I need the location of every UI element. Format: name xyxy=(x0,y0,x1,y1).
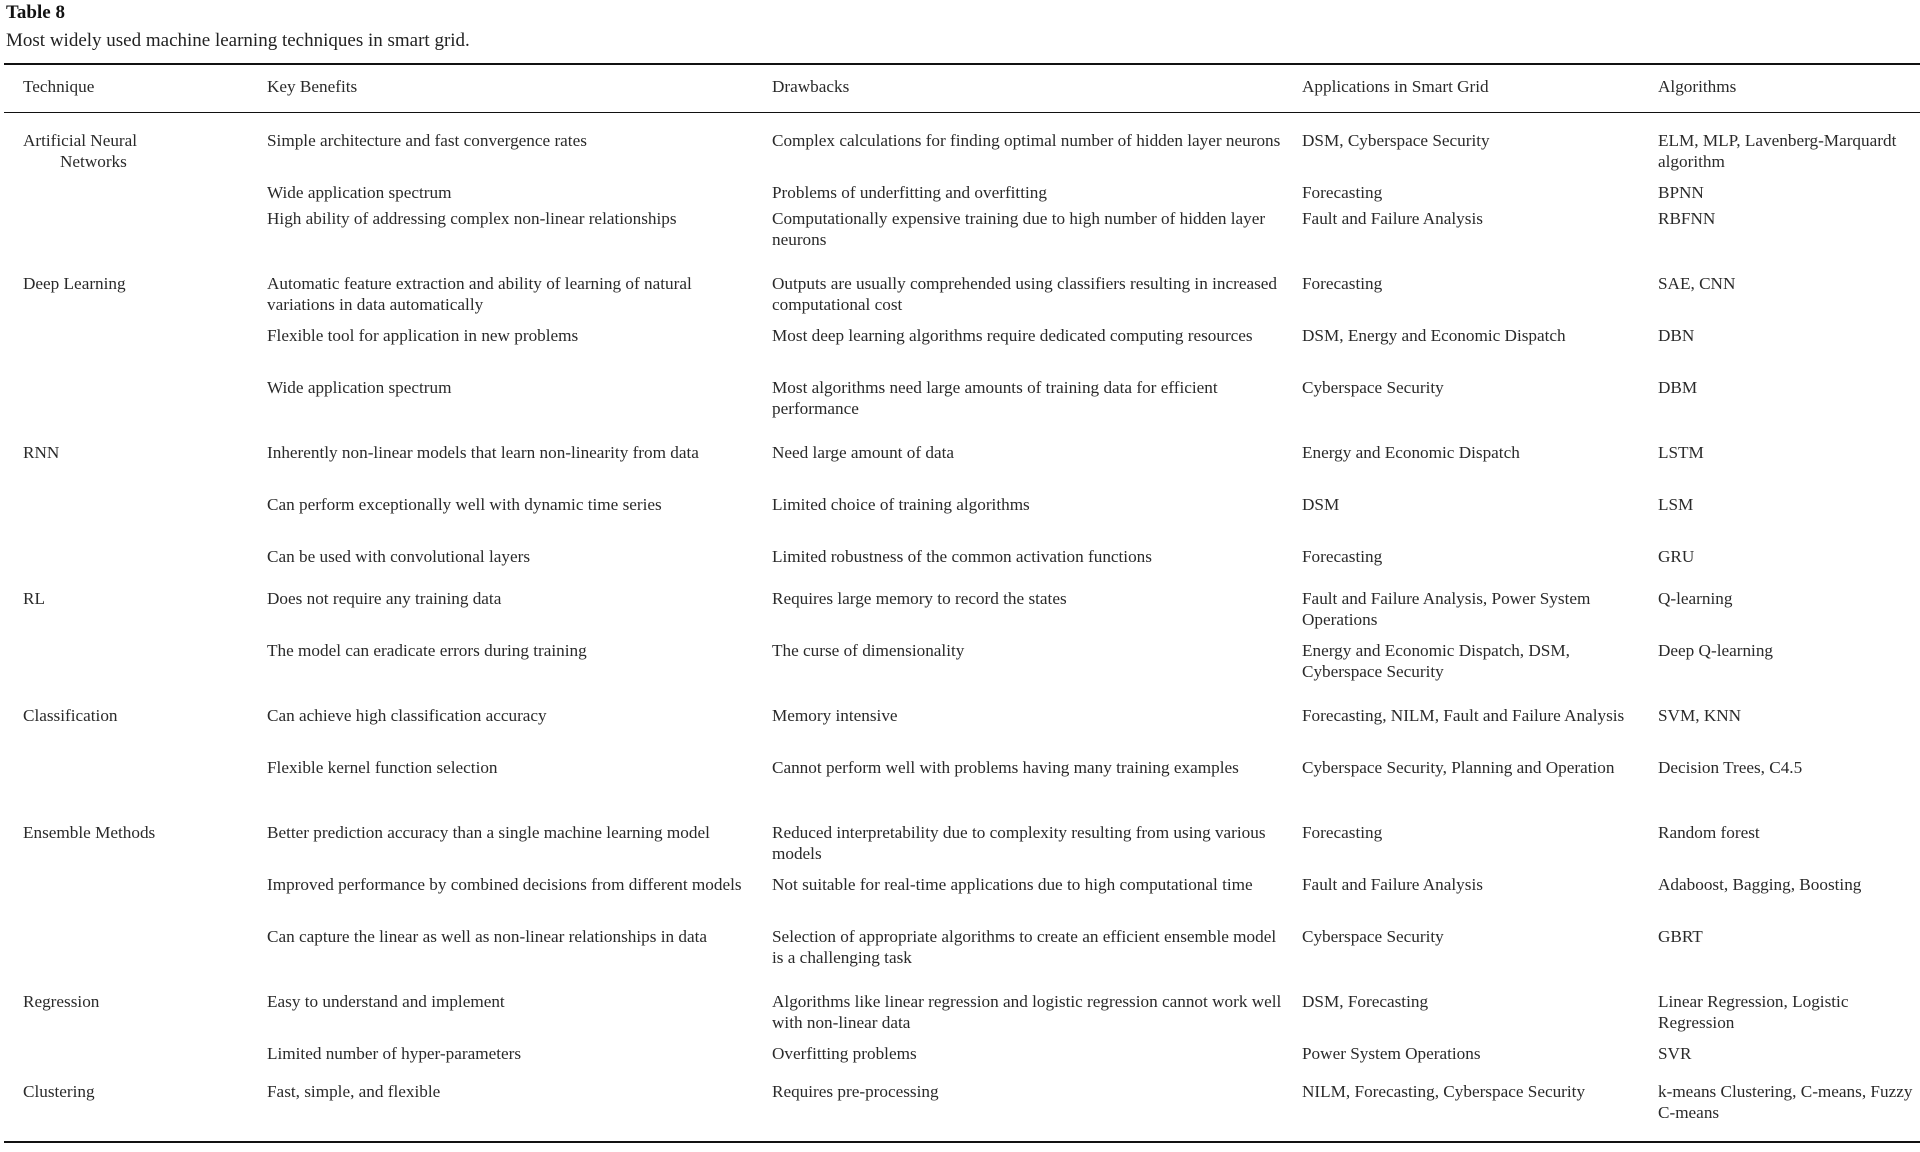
algorithm-cell: ELM, MLP, Lavenberg-Marquardt algorithm xyxy=(1658,131,1897,171)
drawback-cell: Outputs are usually comprehended using classifiers resulting in increased computational cost xyxy=(772,274,1277,314)
algorithm-cell: BPNN xyxy=(1658,183,1704,202)
header-key-benefits: Key Benefits xyxy=(267,77,358,96)
application-cell: Fault and Failure Analysis, Power System Operations xyxy=(1302,589,1591,629)
application-cell: Forecasting xyxy=(1302,547,1383,566)
drawback-cell: Most algorithms need large amounts of training data for efficient performance xyxy=(772,378,1218,418)
application-cell: Forecasting xyxy=(1302,823,1383,842)
technique-cell xyxy=(23,130,243,172)
algorithm-cell: Linear Regression, Logistic Regression xyxy=(1658,992,1849,1032)
algorithm-cell: k-means Clustering, C-means, Fuzzy C-means xyxy=(1658,1082,1913,1122)
technique-cell: RNN xyxy=(23,443,60,462)
application-cell: DSM, Energy and Economic Dispatch xyxy=(1302,326,1566,345)
application-cell: Cyberspace Security, Planning and Operation xyxy=(1302,758,1615,777)
technique-cell: RL xyxy=(23,589,45,608)
algorithm-cell: Decision Trees, C4.5 xyxy=(1658,758,1803,777)
application-cell: Cyberspace Security xyxy=(1302,927,1444,946)
benefit-cell: The model can eradicate errors during training xyxy=(267,641,587,660)
application-cell: Forecasting, NILM, Fault and Failure Analysis xyxy=(1302,706,1625,725)
application-cell: Energy and Economic Dispatch xyxy=(1302,443,1520,462)
drawback-cell: Problems of underfitting and overfitting xyxy=(772,183,1047,202)
benefit-cell: Limited number of hyper-parameters xyxy=(267,1044,522,1063)
benefit-cell: Can perform exceptionally well with dynamic time series xyxy=(267,495,662,514)
header-algorithms: Algorithms xyxy=(1658,77,1737,96)
application-cell: DSM xyxy=(1302,495,1340,514)
drawback-cell: Requires large memory to record the states xyxy=(772,589,1067,608)
drawback-cell: Most deep learning algorithms require dedicated computing resources xyxy=(772,326,1253,345)
drawback-cell: Algorithms like linear regression and logistic regression cannot work well with non-linear data xyxy=(772,992,1282,1032)
application-cell: Cyberspace Security xyxy=(1302,378,1444,397)
benefit-cell: Can capture the linear as well as non-linear relationships in data xyxy=(267,927,708,946)
algorithm-cell: SVM, KNN xyxy=(1658,706,1742,725)
benefit-cell: Wide application spectrum xyxy=(267,183,452,202)
benefit-cell: Easy to understand and implement xyxy=(267,992,505,1011)
header-drawbacks: Drawbacks xyxy=(772,77,850,96)
application-cell: NILM, Forecasting, Cyberspace Security xyxy=(1302,1082,1586,1101)
drawback-cell: Requires pre-processing xyxy=(772,1082,939,1101)
drawback-cell: Cannot perform well with problems having many training examples xyxy=(772,758,1239,777)
drawback-cell: Limited choice of training algorithms xyxy=(772,495,1030,514)
benefit-cell: High ability of addressing complex non-linear relationships xyxy=(267,209,677,228)
drawback-cell: Reduced interpretability due to complexity resulting from using various models xyxy=(772,823,1266,863)
technique-cell: Deep Learning xyxy=(23,274,126,293)
technique-line: Artificial Neural xyxy=(23,131,138,150)
algorithm-cell: GRU xyxy=(1658,547,1695,566)
algorithm-cell: SVR xyxy=(1658,1044,1692,1063)
application-cell: DSM, Cyberspace Security xyxy=(1302,131,1490,150)
technique-cell: Clustering xyxy=(23,1082,95,1101)
technique-cell: Ensemble Methods xyxy=(23,823,156,842)
benefit-cell: Fast, simple, and flexible xyxy=(267,1082,441,1101)
application-cell: DSM, Forecasting xyxy=(1302,992,1429,1011)
technique-cell: Regression xyxy=(23,992,100,1011)
algorithm-cell: GBRT xyxy=(1658,927,1703,946)
benefit-cell: Automatic feature extraction and ability of learning of natural variations in data automatically xyxy=(267,274,692,314)
application-cell: Fault and Failure Analysis xyxy=(1302,209,1483,228)
benefit-cell: Improved performance by combined decisions from different models xyxy=(267,875,742,894)
benefit-cell: Does not require any training data xyxy=(267,589,502,608)
drawback-cell: Complex calculations for finding optimal number of hidden layer neurons xyxy=(772,131,1281,150)
application-cell: Fault and Failure Analysis xyxy=(1302,875,1483,894)
algorithm-cell: LSTM xyxy=(1658,443,1704,462)
table-caption: Most widely used machine learning techniques in smart grid. xyxy=(6,30,470,51)
application-cell: Forecasting xyxy=(1302,274,1383,293)
technique-line-continued: Networks xyxy=(60,152,127,171)
header-rule xyxy=(4,112,1920,113)
application-cell: Forecasting xyxy=(1302,183,1383,202)
benefit-cell: Better prediction accuracy than a single machine learning model xyxy=(267,823,710,842)
drawback-cell: Need large amount of data xyxy=(772,443,954,462)
drawback-cell: Selection of appropriate algorithms to create an efficient ensemble model is a challenging task xyxy=(772,927,1277,967)
benefit-cell: Can be used with convolutional layers xyxy=(267,547,531,566)
algorithm-cell: Adaboost, Bagging, Boosting xyxy=(1658,875,1862,894)
benefit-cell: Can achieve high classification accuracy xyxy=(267,706,547,725)
table-title: Table 8 xyxy=(6,2,65,23)
drawback-cell: Limited robustness of the common activation functions xyxy=(772,547,1152,566)
algorithm-cell: DBM xyxy=(1658,378,1698,397)
algorithm-cell: Q-learning xyxy=(1658,589,1733,608)
header-applications: Applications in Smart Grid xyxy=(1302,77,1489,96)
bottom-rule xyxy=(4,1141,1920,1143)
benefit-cell: Inherently non-linear models that learn non-linearity from data xyxy=(267,443,699,462)
drawback-cell: Not suitable for real-time applications due to high computational time xyxy=(772,875,1253,894)
algorithm-cell: SAE, CNN xyxy=(1658,274,1736,293)
benefit-cell: Simple architecture and fast convergence rates xyxy=(267,131,587,150)
application-cell: Power System Operations xyxy=(1302,1044,1481,1063)
benefit-cell: Flexible tool for application in new problems xyxy=(267,326,579,345)
algorithm-cell: Random forest xyxy=(1658,823,1760,842)
benefit-cell: Wide application spectrum xyxy=(267,378,452,397)
algorithm-cell: LSM xyxy=(1658,495,1694,514)
drawback-cell: Computationally expensive training due to high number of hidden layer neurons xyxy=(772,209,1266,249)
drawback-cell: The curse of dimensionality xyxy=(772,641,965,660)
drawback-cell: Memory intensive xyxy=(772,706,898,725)
drawback-cell: Overfitting problems xyxy=(772,1044,917,1063)
top-rule xyxy=(4,63,1920,65)
algorithm-cell: RBFNN xyxy=(1658,209,1716,228)
technique-cell: Classification xyxy=(23,706,118,725)
algorithm-cell: Deep Q-learning xyxy=(1658,641,1774,660)
application-cell: Energy and Economic Dispatch, DSM, Cyberspace Security xyxy=(1302,641,1570,681)
benefit-cell: Flexible kernel function selection xyxy=(267,758,498,777)
algorithm-cell: DBN xyxy=(1658,326,1695,345)
header-technique: Technique xyxy=(23,77,95,96)
